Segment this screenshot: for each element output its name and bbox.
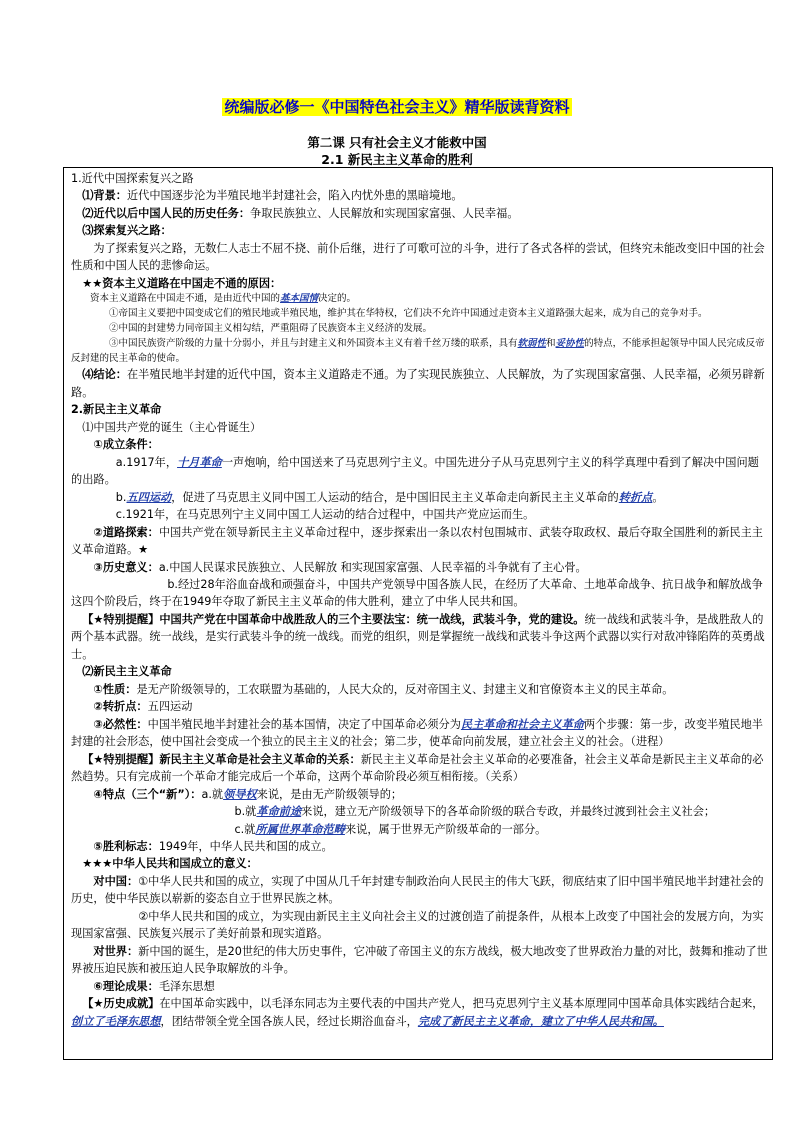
heading-2: 2.新民主主义革命 bbox=[71, 403, 162, 417]
victory-line: ⑤胜利标志：1949年，中华人民共和国的成立。 bbox=[93, 840, 333, 853]
document-title-wrap bbox=[0, 96, 794, 117]
content-box bbox=[63, 167, 773, 1060]
turning-point-line: ②转折点：五四运动 bbox=[93, 700, 193, 714]
prc-significance-heading: ★★★中华人民共和国成立的意义： bbox=[82, 857, 258, 871]
reason-intro: 资本主义道路在中国走不通，是由近代中国的基本国情决定的。 bbox=[90, 293, 357, 305]
feature-a: ④特点（三个“新”）：a.就领导权来说，是由无产阶级领导的； bbox=[93, 787, 403, 801]
conditions-label: ①成立条件： bbox=[93, 438, 159, 452]
necessity-line: ③必然性：中国半殖民地半封建社会的基本国情，决定了中国革命必须分为民主革命和社会主义革命两个步骤：第一步，改变半殖民地半封建的社会形态，使中国社会变成一个独立的民主主义的社会；第二步，使革命向前发展，建立社会主义的社会。（进程） bbox=[71, 717, 763, 749]
reason-1: ①帝国主义要把中国变成它们的殖民地或半殖民地，维护其在华特权，它们决不允许中国通过走资本主义道路强大起来，成为自己的竞争对手。 bbox=[109, 308, 708, 320]
document-title: 统编版必修一《中国特色社会主义》精华版读背资料 bbox=[224, 98, 570, 116]
reason-2: ②中国的封建势力同帝国主义相勾结，严重阻碍了民族资本主义经济的发展。 bbox=[109, 322, 433, 334]
for-china-2: ②中华人民共和国的成立，为实现由新民主主义向社会主义的过渡创造了前提条件，从根本上改变了中国社会的发展方向，为实现国家富强、民族复兴展示了美好前景和现实道路。 bbox=[71, 909, 764, 941]
conclusion-line: ⑷结论：在半殖民地半封建的近代中国，资本主义道路走不通。为了实现民族独立、人民解放，为了实现国家富强、人民幸福，必须另辟新路。 bbox=[71, 368, 765, 399]
tip-2: 【★特别提醒】新民主主义革命是社会主义革命的关系：新民主主义革命是社会主义革命的必要准备，社会主义革命是新民主主义革命的必然趋势。只有完成前一个革命才能完成后一个革命，这两个革命阶段必须互相衔接。（关系） bbox=[71, 752, 764, 784]
significance-b: b.经过28年浴血奋战和顽强奋斗，中国共产党领导中国各族人民，在经历了大革命、土地革命战争、抗日战争和解放战争这四个阶段后，终于在1949年夺取了新民主主义革命的伟大胜利，建立了中华人民共和国。 bbox=[71, 577, 763, 609]
significance-a: ③历史意义：a.中国人民谋求民族独立、人民解放 和实现国家富强、人民幸福的斗争就有了主心骨。 bbox=[93, 560, 587, 574]
section-title: 2.1 新民主主义革命的胜利 bbox=[321, 152, 473, 167]
content-body bbox=[71, 170, 768, 1030]
tip-1: 【★特别提醒】中国共产党在中国革命中战胜敌人的三个主要法宝：统一战线，武装斗争，党的建设。统一战线和武装斗争，是战胜敌人的两个基本武器。统一战线，是实行武装斗争的统一战线。而党的组织，则是掌握统一战线和武装斗争这两个武器以实行对敌冲锋陷阵的英勇战士。 bbox=[71, 612, 765, 661]
condition-c: c.1921年，在马克思列宁主义同中国工人运动的结合过程中，中国共产党应运而生。 bbox=[115, 508, 535, 522]
nature-line: ①性质：是无产阶级领导的，工农联盟为基础的，人民大众的，反对帝国主义、封建主义和官僚资本主义的民主革命。 bbox=[93, 682, 674, 696]
condition-b: b.五四运动，促进了马克思主义同中国工人运动的结合，是中国旧民主主义革命走向新民主主义革命的转折点。 bbox=[115, 490, 664, 504]
for-china-1: 对中国：①中华人民共和国的成立，实现了中国从几千年封建专制政治向人民民主的伟大飞跃，彻底结束了旧中国半殖民地半封建社会的历史，使中华民族以崭新的姿态自立于世界民族之林。 bbox=[71, 874, 764, 906]
reason-heading: ★★资本主义道路在中国走不通的原因： bbox=[82, 276, 282, 290]
party-birth-heading: ⑴中国共产党的诞生（主心骨诞生） bbox=[82, 420, 262, 434]
explore-label: ⑶探索复兴之路： bbox=[82, 224, 172, 238]
achievement-paragraph: 【★历史成就】在中国革命实践中，以毛泽东同志为主要代表的中国共产党人，把马克思列宁主义基本原理同中国革命具体实践结合起来，创立了毛泽东思想，团结带领全党全国各族人民，经过长期浴血奋斗，完成了新民主主义革命，建立了中华人民共和国。 bbox=[71, 997, 764, 1028]
background-line: ⑴背景：近代中国逐步沦为半殖民地半封建社会，陷入内忧外患的黑暗境地。 bbox=[82, 189, 463, 203]
theory-line: ⑥理论成果：毛泽东思想 bbox=[93, 979, 215, 993]
lesson-title: 第二课 只有社会主义才能救中国 bbox=[307, 135, 487, 150]
task-line: ⑵近代以后中国人民的历史任务：争取民族独立、人民解放和实现国家富强、人民幸福。 bbox=[82, 206, 519, 220]
feature-b: b.就革命前途来说，建立无产阶级领导下的各革命阶级的联合专政，并最终过渡到社会主义社会； bbox=[234, 805, 716, 819]
heading-1: 1.近代中国探索复兴之路 bbox=[71, 172, 194, 185]
road-line: ②道路探索：中国共产党在领导新民主主义革命过程中，逐步探索出一条以农村包围城市、武装夺取政权、最后夺取全国胜利的新民主主义革命道路。★ bbox=[71, 525, 763, 557]
explore-paragraph: 为了探索复兴之路，无数仁人志士不屈不挠、前仆后继，进行了可歌可泣的斗争，进行了各式各样的尝试，但终究未能改变旧中国的社会性质和中国人民的悲惨命运。 bbox=[71, 241, 765, 273]
condition-a: a.1917年，十月革命一声炮响，给中国送来了马克思列宁主义。中国先进分子从马克思列宁主义的科学真理中看到了解决中国问题的出路。 bbox=[71, 455, 759, 487]
revolution-heading: ⑵新民主主义革命 bbox=[82, 665, 172, 679]
reason-3: ③中国民族资产阶级的力量十分弱小，并且与封建主义和外国资本主义有着千丝万缕的联系，具有软弱性和妥协性的特点，不能承担起领导中国人民完成反帝反封建的民主革命的使命。 bbox=[71, 337, 765, 364]
feature-c: c.就所属世界革命范畴来说，属于世界无产阶级革命的一部分。 bbox=[234, 822, 547, 836]
for-world: 对世界：新中国的诞生，是20世纪的伟大历史事件，它冲破了帝国主义的东方战线，极大地改变了世界政治力量的对比，鼓舞和推动了世界被压迫民族和被压迫人民争取解放的斗争。 bbox=[71, 944, 768, 976]
